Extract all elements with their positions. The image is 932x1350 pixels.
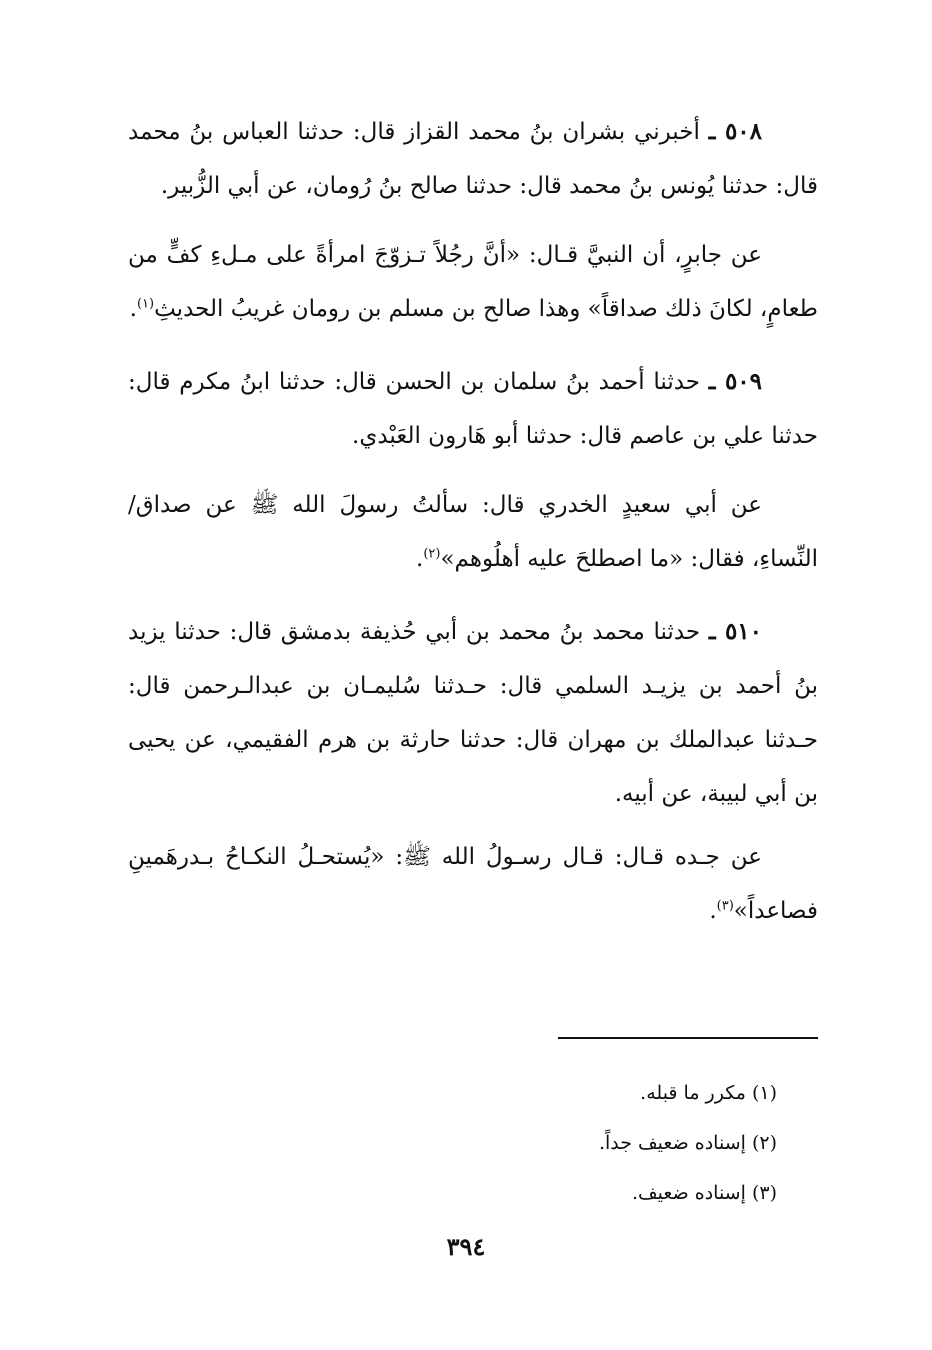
footnote-item [377,1118,777,1168]
hadith-508-isnad [128,105,818,213]
footnote-ref: (١) [136,296,155,312]
footnote-marker: (١) [751,1082,777,1104]
hadith-number: ٥٠٩ ـ [708,368,763,395]
matn-text: عن جـده قـال: قـال رسـولُ الله ﷺ: «يُستحـلُ النكـاحُ بـدرهَمينِ فصاعداً» [128,844,818,924]
footnote-marker: (٢) [751,1132,777,1154]
matn-text: عن جابرٍ، أن النبيَّ قـال: «أنَّ رجُلاً تـزوّجَ امرأةً على مـلءِ كفٍّ من طعامٍ، لكانَ ذلك صداقاً» وهذا صالح بن مسلم بن رومان غريبُ الحديثِ [128,242,818,322]
footnote-text: مكرر ما قبله. [640,1082,746,1104]
hadith-number: ٥١٠ ـ [708,618,762,645]
isnad-text: حدثنا أحمد بنُ سلمان بن الحسن قال: حدثنا ابنُ مكرم قال: حدثنا علي بن عاصم قال: حدثنا أبو هَارون العَبْدي. [128,369,818,449]
hadith-number: ٥٠٨ ـ [708,118,763,145]
hadith-510-isnad [128,605,818,821]
footnote-text: إسناده ضعيف جداً. [598,1132,746,1154]
page-number: ٣٩٤ [446,1232,486,1261]
matn-text: عن أبي سعيدٍ الخدري قال: سألتُ رسولَ الله ﷺ عن صداق/ النِّساءِ، فقال: «ما اصطلحَ عليه أهلُوهم» [128,492,818,572]
hadith-508-matn: عن جابرٍ، أن النبيَّ قـال: «أنَّ رجُلاً تـزوّجَ امرأةً على مـلءِ كفٍّ من طعامٍ، لكانَ ذلك صداقاً» وهذا صالح بن مسلم بن رومان غريبُ الحديثِ$^{(١)}$. [128,242,818,322]
footnote-ref: (٣) [716,898,734,914]
hadith-509-isnad [128,355,818,463]
isnad-text: حدثنا محمد بنُ محمد بن أبي حُذيفة بدمشق قال: حدثنا يزيد بنُ أحمد بن يزيـد السلمي قال: حـدثنا سُليمـان بن عبدالـرحمن قال: حـدثنا عبدالملك بن مهران قال: حدثنا حارثة بن هرم الفقيمي، عن يحيى بن أبي لبيبة، عن أبيه. [128,619,818,807]
footnote-text: إسناده ضعيف. [631,1182,746,1204]
footnote-divider [558,1037,818,1039]
footnote-marker: (٣) [751,1182,777,1204]
footnote-ref: (٢) [423,546,441,562]
footnote-item [377,1068,777,1118]
hadith-509-matn: عن أبي سعيدٍ الخدري قال: سألتُ رسولَ الله ﷺ عن صداق/ النِّساءِ، فقال: «ما اصطلحَ عليه أهلُوهم»$^{(٢)}$. [128,492,818,572]
footnotes-list [377,1068,777,1218]
hadith-510-matn: عن جـده قـال: قـال رسـولُ الله ﷺ: «يُستحـلُ النكـاحُ بـدرهَمينِ فصاعداً»$^{(٣)}$. [128,844,818,924]
footnote-item [377,1168,777,1218]
isnad-text: أخبرني بشران بنُ محمد القزاز قال: حدثنا العباس بنُ محمد قال: حدثنا يُونس بنُ محمد قال: حدثنا صالح بنُ رُومان، عن أبي الزُّبير. [128,119,818,199]
